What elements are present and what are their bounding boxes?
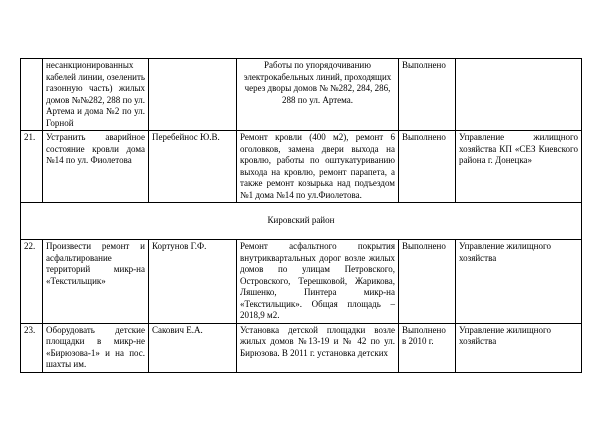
- status-cell: Выполнено: [399, 59, 456, 131]
- responsible-cell: [149, 59, 237, 131]
- table-row: [21, 323, 582, 372]
- task-cell: Произвести ремонт и асфальтирование территорий микр-на «Текстильщик»: [43, 240, 149, 324]
- district-title: Кировский район: [21, 203, 582, 240]
- task-cell: Устранить аварийное состояние кровли дома №14 по ул. Фиолетова: [43, 131, 149, 203]
- executor-cell: Управление жилищного хозяйства: [456, 240, 582, 324]
- table-row: [21, 131, 582, 203]
- work-cell: Ремонт асфальтного покрытия внутриквартальных дорог возле жилых домов по улицам Петровского, Островского, Терешковой, Жарикова, Ляшенко, Пинтера микр-на «Текстильщик». Общая площадь – 2018,9 м2.: [237, 240, 399, 324]
- work-cell: Установка детской площадки возле жилых домов №13-19 и № 42 по ул. Бирюзова. В 2011 г. установка детских: [237, 323, 399, 372]
- task-cell: Оборудовать детские площадки в микр-не «Бирюзова-1» и на пос. шахты им.: [43, 323, 149, 372]
- row-number: [21, 59, 43, 131]
- measures-table: [20, 58, 582, 373]
- work-cell: Работы по упорядочиванию электрокабельных линий, проходящих через дворы домов № №282, 284, 286, 288 по ул. Артема.: [237, 59, 399, 131]
- work-cell: Ремонт кровли (400 м2), ремонт 6 оголовков, замена двери выхода на кровлю, работы по оштукатуриванию выхода на кровлю, ремонт парапета, а также ремонт козырька над подъездом №1 дома №14 по ул.Фиолетова.: [237, 131, 399, 203]
- status-cell: Выполнено в 2010 г.: [399, 323, 456, 372]
- district-header-row: [21, 203, 582, 240]
- responsible-cell: Перебейнос Ю.В.: [149, 131, 237, 203]
- row-number: 21.: [21, 131, 43, 203]
- status-cell: Выполнено: [399, 131, 456, 203]
- executor-cell: [456, 59, 582, 131]
- table-row: [21, 59, 582, 131]
- executor-cell: Управление жилищного хозяйства: [456, 323, 582, 372]
- executor-cell: Управление жилищного хозяйства КП «СЕЗ Киевского района г. Донецка»: [456, 131, 582, 203]
- row-number: 23.: [21, 323, 43, 372]
- row-number: 22.: [21, 240, 43, 324]
- table-row: [21, 240, 582, 324]
- status-cell: Выполнено: [399, 240, 456, 324]
- responsible-cell: Кортунов Г.Ф.: [149, 240, 237, 324]
- responsible-cell: Сакович Е.А.: [149, 323, 237, 372]
- task-cell: несанкционированных кабелей линии, озеленить газонную часть) жилых домов №№282, 288 по ул. Артема и дома №2 по ул. Горной: [43, 59, 149, 131]
